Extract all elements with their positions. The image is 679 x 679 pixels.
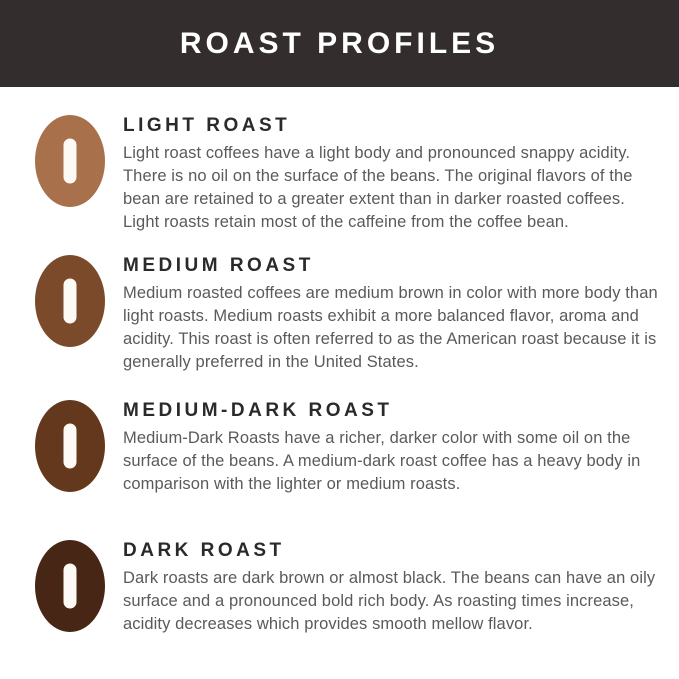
header-bar [0,0,679,87]
coffee-bean-icon [35,400,105,492]
section-medium-dark-roast [35,399,661,539]
section-light-roast [35,114,661,254]
section-text [123,254,661,374]
coffee-bean-icon [35,540,105,632]
section-dark-roast [35,539,661,636]
section-medium-roast [35,254,661,399]
sections-list [0,87,679,636]
section-description: Medium roasted coffees are medium brown in color with more body than light roasts. Medium roasts exhibit a more balanced flavor, aroma and acidity. This roast is often referred to as the American roast because it is generally preferred in the United States. [123,284,658,371]
section-description: Light roast coffees have a light body and pronounced snappy acidity. There is no oil on the surface of the beans. The original flavors of the bean are retained to a greater extent than in darker roasted coffees. Light roasts retain most of the caffeine from the coffee bean. [123,144,633,231]
section-description: Medium-Dark Roasts have a richer, darker color with some oil on the surface of the beans. A medium-dark roast coffee has a heavy body in comparison with the lighter or medium roasts. [123,429,641,493]
section-title: MEDIUM ROAST [123,255,314,276]
page-title: ROAST PROFILES [179,26,500,60]
section-text [123,114,661,234]
section-text [123,539,661,636]
bean-slit [64,564,77,609]
bean-slit [64,139,77,184]
coffee-bean-icon [35,115,105,207]
bean-slit [64,279,77,324]
section-description: Dark roasts are dark brown or almost black. The beans can have an oily surface and a pronounced bold rich body. As roasting times increase, acidity decreases which provides smooth mellow flavor. [123,569,656,633]
section-title: MEDIUM-DARK ROAST [123,400,393,421]
section-text [123,399,661,496]
coffee-bean-icon [35,255,105,347]
section-title: DARK ROAST [123,540,285,561]
bean-slit [64,424,77,469]
section-title: LIGHT ROAST [123,115,291,136]
